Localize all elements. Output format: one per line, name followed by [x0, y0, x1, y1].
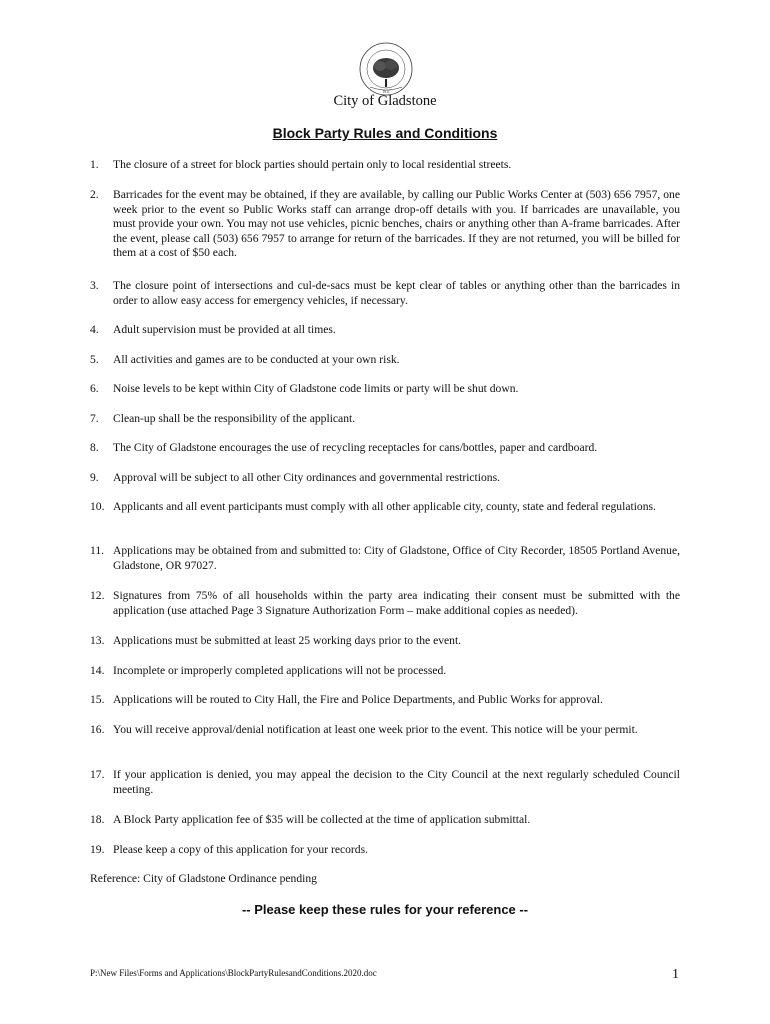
- rule-item: [90, 353, 680, 368]
- rule-item: [90, 500, 680, 515]
- rule-item: [90, 843, 680, 858]
- rule-item: [90, 412, 680, 427]
- rule-text: All activities and games are to be conducted at your own risk.: [113, 353, 400, 366]
- rule-text: Incomplete or improperly completed applications will not be processed.: [113, 664, 447, 677]
- rule-text: Applicants and all event participants must comply with all other applicable city, county, state and federal regulations.: [113, 500, 656, 513]
- rule-text: The City of Gladstone encourages the use of recycling receptacles for cans/bottles, paper and cardboard.: [113, 441, 598, 454]
- rule-item: [90, 693, 680, 708]
- rule-number: 19.: [90, 843, 105, 856]
- rule-number: 5.: [90, 353, 99, 366]
- rule-number: 12.: [90, 589, 105, 602]
- city-name: City of Gladstone: [333, 93, 437, 109]
- city-seal-logo: [358, 41, 414, 97]
- rule-item: [90, 382, 680, 397]
- rule-number: 7.: [90, 412, 99, 425]
- rule-item: [90, 323, 680, 338]
- rule-number: 18.: [90, 813, 105, 826]
- rule-text: Adult supervision must be provided at all times.: [113, 323, 336, 336]
- rule-number: 14.: [90, 664, 105, 677]
- rule-text: A Block Party application fee of $35 will be collected at the time of application submittal.: [113, 813, 531, 826]
- rule-text: The closure point of intersections and cul-de-sacs must be kept clear of tables or anything other than the barricades in order to allow easy access for emergency vehicles, if necessary.: [113, 279, 680, 307]
- rule-text: Approval will be subject to all other City ordinances and governmental restrictions.: [113, 471, 501, 484]
- page-title: Block Party Rules and Conditions: [272, 125, 498, 141]
- rule-number: 15.: [90, 693, 105, 706]
- rule-text: Noise levels to be kept within City of Gladstone code limits or party will be shut down.: [113, 382, 519, 395]
- rule-number: 11.: [90, 544, 105, 557]
- rule-item: [90, 279, 680, 308]
- footer-file-path: P:\New Files\Forms and Applications\BlockPartyRulesandConditions.2020.doc: [90, 968, 377, 978]
- svg-text:1911: 1911: [382, 89, 390, 94]
- rule-text: You will receive approval/denial notification at least one week prior to the event. This notice will be your permit.: [113, 723, 638, 736]
- rule-text: Please keep a copy of this application for your records.: [113, 843, 368, 856]
- rule-number: 9.: [90, 471, 99, 484]
- rule-item: [90, 589, 680, 618]
- rule-text: Signatures from 75% of all households within the party area indicating their consent must be submitted with the application (use attached Page 3 Signature Authorization Form – make additional copies as needed).: [113, 589, 680, 617]
- rule-item: [90, 723, 680, 738]
- rule-number: 17.: [90, 768, 105, 781]
- reference-note: Reference: City of Gladstone Ordinance pending: [90, 872, 317, 885]
- rule-item: [90, 634, 680, 649]
- rule-item: [90, 188, 680, 261]
- rule-text: Applications will be routed to City Hall, the Fire and Police Departments, and Public Works for approval.: [113, 693, 603, 706]
- rule-number: 8.: [90, 441, 99, 454]
- rule-text: Applications must be submitted at least 25 working days prior to the event.: [113, 634, 462, 647]
- rule-number: 16.: [90, 723, 105, 736]
- keep-rules-notice: -- Please keep these rules for your reference --: [241, 902, 529, 917]
- rule-item: [90, 768, 680, 797]
- rule-text: Applications may be obtained from and submitted to: City of Gladstone, Office of City Recorder, 18505 Portland Avenue, Gladstone, OR 97027.: [113, 544, 680, 572]
- rule-item: [90, 813, 680, 828]
- rule-number: 2.: [90, 188, 99, 201]
- rule-item: [90, 544, 680, 573]
- rule-item: [90, 664, 680, 679]
- rule-number: 6.: [90, 382, 99, 395]
- rule-number: 10.: [90, 500, 105, 513]
- rule-text: If your application is denied, you may appeal the decision to the City Council at the next regularly scheduled Council meeting.: [113, 768, 680, 796]
- rule-number: 3.: [90, 279, 99, 292]
- page-number: 1: [672, 967, 679, 982]
- rule-text: The closure of a street for block parties should pertain only to local residential streets.: [113, 158, 512, 171]
- rule-number: 13.: [90, 634, 105, 647]
- rule-text: Barricades for the event may be obtained, if they are available, by calling our Public Works Center at (503) 656 7957, one week prior to the event so Public Works staff can arrange drop-off details with you. If barricades are unavailable, you must provide your own. You may not use vehicles, picnic benches, chairs or anything other than A-frame barricades. After the event, please call (503) 656 7957 to arrange for return of the barricades. If they are not returned, you will be billed for them at a cost of $50 each.: [113, 188, 680, 260]
- rule-item: [90, 441, 680, 456]
- rule-text: Clean-up shall be the responsibility of the applicant.: [113, 412, 356, 425]
- rule-item: [90, 158, 680, 173]
- rule-number: 1.: [90, 158, 99, 171]
- rule-number: 4.: [90, 323, 99, 336]
- rule-item: [90, 471, 680, 486]
